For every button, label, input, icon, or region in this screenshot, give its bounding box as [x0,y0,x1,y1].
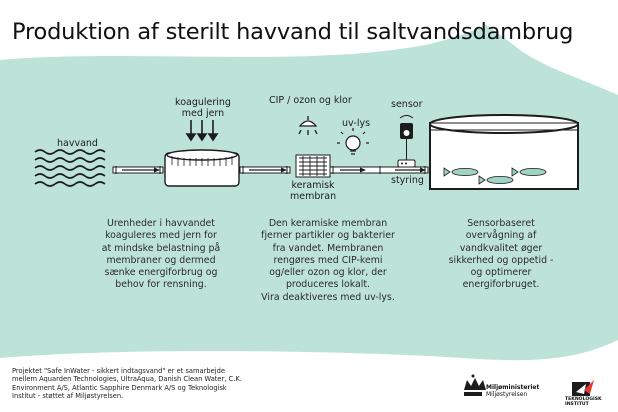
label-keramisk-line-1: keramisk [291,180,335,191]
page-title: Produktion af sterilt havvand til saltvandsdambrug [12,19,574,45]
description-line: at mindske belastning på [101,242,221,254]
footer-line: Institut - støttet af Miljøstyrelsen. [12,392,124,401]
label-koagulering-line-1: koagulering [175,97,231,108]
ti-logo-text [565,397,602,407]
ceramic-membrane-icon [296,155,330,177]
label-cip: CIP / ozon og klor [269,95,352,106]
footer-line: mellem Aquarden Technologies, UltraAqua, Danish Clean Water, C.K. [12,375,242,384]
description-line: koaguleres med jern for [105,230,217,242]
footer-line: Projektet "Safe InWater - sikkert indtagsvand" er et samarbejde [12,367,225,375]
agency-name: Miljøstyrelsen [486,391,528,398]
ti-name-2: INSTITUT [565,402,589,407]
fish-tank-icon [430,115,578,189]
footer-line: Environment A/S, Atlantic Sapphire Denmark A/S og Teknologisk [12,383,227,392]
label-styring: styring [391,175,424,186]
ti-name-1: TEKNOLOGISK [565,397,602,402]
label-koagulering-line-2: med jern [181,108,225,119]
description-line: fjerner partikler og bakterier [261,230,395,242]
down-arrows-icon [187,120,217,140]
label-koagulering [175,97,231,119]
description-line: produceres lokalt. [285,279,371,291]
footer-credits [12,367,242,401]
ministry-name: Miljøministeriet [486,384,540,391]
description-line: Den keramiske membran [268,218,388,229]
description-line: fra vandet. Membranen [272,242,384,254]
description-line: Urenheder i havvandet [107,218,215,229]
description-line: behov for rensning. [115,279,207,291]
description-line: og/eller ozon og klor, der [269,267,387,279]
label-keramisk-membran [290,180,336,202]
description-line: Sensorbaseret [467,218,535,229]
ministry-logo-text [486,384,539,398]
label-sensor: sensor [391,99,423,110]
description-line: sænke energiforbrug og [104,267,218,279]
description-right [426,218,576,292]
description-line: Vira deaktiveres med uv-lys. [261,291,395,303]
description-line: og optimerer [470,267,532,279]
description-line: rengøres med CIP-kemi [273,254,383,266]
description-left [90,218,232,292]
label-havvand: havvand [57,138,98,149]
description-line: vandkvalitet øger [459,242,543,254]
label-forbehandling: forbehandling [172,172,239,183]
description-line: membraner og dermed [106,254,216,266]
description-line: overvågning af [465,230,537,242]
description-line: sikkerhed og oppetid - [448,254,554,266]
label-uvlys: uv-lys [342,118,371,129]
description-middle [248,218,408,304]
label-keramisk-line-2: membran [290,191,337,202]
description-line: energiforbruget. [462,279,540,291]
